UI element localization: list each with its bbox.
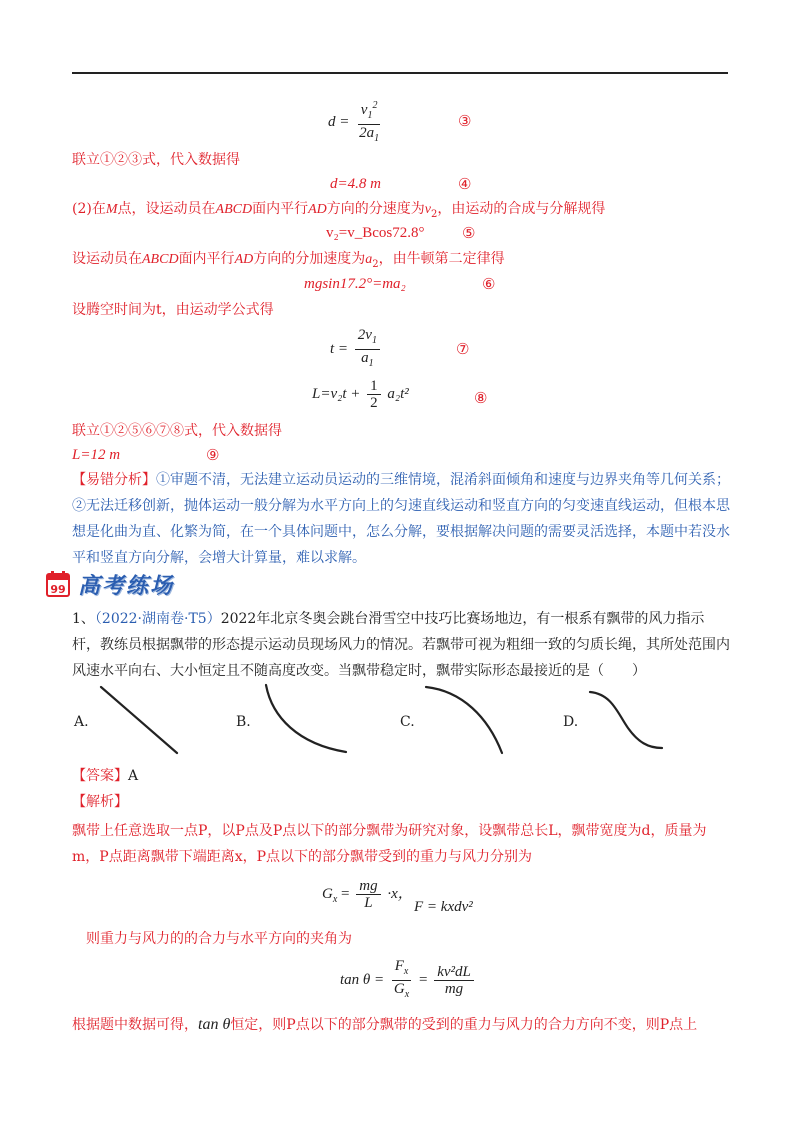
eq-d-den-sub: 1 <box>374 133 380 144</box>
calendar-icon <box>46 570 70 598</box>
eq-L-frac-den: 2 <box>370 395 378 411</box>
answer-label: 【答案】 <box>72 768 128 784</box>
eq-tan-fraction-1 <box>391 958 412 1003</box>
a2-line <box>72 249 505 275</box>
error-analysis-label: 【易错分析】 <box>72 472 156 488</box>
eq-G-lhs: G <box>322 885 333 902</box>
part2-v2-sub: 2 <box>430 208 438 220</box>
q1-number: 1、 <box>72 611 95 627</box>
eq-t-lhs: t = <box>330 340 349 357</box>
eq-L-lhs: L=v₂t + <box>312 385 361 402</box>
join-line-1: 联立①②③式，代入数据得 <box>72 152 240 168</box>
q1-source[interactable]: （2022·湖南卷·T5） <box>94 611 221 627</box>
final-line <box>72 1015 697 1035</box>
banner-title: 高考练场 <box>78 572 175 599</box>
eq-tan-num1: F <box>394 958 404 974</box>
equation-G <box>322 878 413 911</box>
equation-t <box>330 327 383 372</box>
part2-mid1: 点，设运动员在 <box>117 201 216 217</box>
eq-tan-lhs: tan θ = <box>340 971 385 988</box>
eq-t-den: a <box>361 350 369 366</box>
eq-mg-mark: ⑥ <box>482 275 496 293</box>
eq-t-mark: ⑦ <box>456 340 470 358</box>
eq-v2-mark: ⑤ <box>462 224 476 242</box>
eq-tan-num1-sub: x <box>403 966 409 977</box>
q1-text: 2022年北京冬奥会跳台滑雪空中技巧比赛场地边，有一根系有飘带的风力指示杆，教练员根据飘带的形态提示运动员现场风力的情况。若飘带可视为粗细一致的匀质长绳，其所处范围内风速水平向右、大小恒定且不随高度改变。当飘带稳定时，飘带实际形态最接近的是（ ） <box>72 611 730 679</box>
part2-ABCD: ABCD <box>215 202 253 217</box>
eq-t-num-sub: 1 <box>371 335 377 346</box>
practice-banner <box>46 566 174 602</box>
final-line-suffix: 恒定，则P点以下的部分飘带的受到的重力与风力的合力方向不变，则P点上 <box>230 1017 698 1033</box>
part2-line <box>72 199 605 225</box>
option-b-curve <box>258 682 353 757</box>
angle-line: 则重力与风力的的合力与水平方向的夹角为 <box>86 931 352 947</box>
part2-AD: AD <box>308 202 327 217</box>
option-d-label[interactable]: D. <box>563 714 579 730</box>
option-a-curve <box>95 683 185 758</box>
t-line: 设腾空时间为t，由运动学公式得 <box>72 302 274 318</box>
final-line-tan: tan θ <box>198 1016 231 1033</box>
part2-suffix: ，由运动的合成与分解规得 <box>437 201 606 217</box>
eq-L-mark: ⑧ <box>474 389 488 407</box>
equation-L <box>312 378 409 411</box>
join-line-2: 联立①②⑤⑥⑦⑧式，代入数据得 <box>72 423 282 439</box>
a2-AD: AD <box>234 252 254 267</box>
header-rule <box>72 72 728 74</box>
L-value-mark: ⑨ <box>206 446 220 464</box>
d-value-mark: ④ <box>458 175 472 193</box>
a2-suffix: ，由牛顿第二定律得 <box>378 251 505 267</box>
eq-tan-den1-sub: x <box>404 989 410 1000</box>
eq-G-num: mg <box>356 878 380 895</box>
part2-mid2: 面内平行 <box>252 201 309 217</box>
option-d-curve <box>584 686 669 756</box>
eq-G-fraction <box>356 878 380 911</box>
part2-mid3: 方向的分速度为 <box>326 201 425 217</box>
eq-d-num: v <box>360 102 368 118</box>
part2-M: M <box>105 202 118 217</box>
equation-tan <box>340 958 477 1003</box>
error-analysis <box>72 467 732 571</box>
eq-d-den: 2a <box>359 125 375 141</box>
a2-mid1: 面内平行 <box>178 251 235 267</box>
d-value: d=4.8 m <box>330 176 381 192</box>
a2-mid2: 方向的分加速度为 <box>253 251 366 267</box>
eq-d-fraction <box>356 98 382 147</box>
eq-t-num: 2v <box>357 327 372 343</box>
eq-v2: v₂=v_Bcos72.8° <box>326 225 425 241</box>
eq-G-den: L <box>364 895 373 911</box>
eq-d-num-sub: 1 <box>367 110 373 121</box>
eq-d-mark: ③ <box>458 112 472 130</box>
eq-G-lhs-sub: x <box>332 893 338 905</box>
final-line-prefix: 根据题中数据可得， <box>72 1017 198 1033</box>
calendar-icon-number: 99 <box>50 583 66 596</box>
eq-tan-den1: G <box>393 981 405 997</box>
L-value: L=12 m <box>72 447 121 463</box>
eq-L-frac-num: 1 <box>367 378 381 395</box>
option-b-label[interactable]: B. <box>236 714 251 730</box>
eq-d-lhs: d = <box>328 113 350 130</box>
analysis-paragraph-1: 飘带上任意选取一点P，以P点及P点以下的部分飘带为研究对象，设飘带总长L，飘带宽度为d，质量为m，P点距离飘带下端距离x，P点以下的部分飘带受到的重力与风力分别为 <box>72 823 707 865</box>
answer-line <box>72 766 138 786</box>
eq-tan-num2: kv²dL <box>434 964 474 981</box>
eq-L-fraction <box>367 378 381 411</box>
answer-value: A <box>128 768 139 784</box>
eq-G-equals: = <box>337 885 354 902</box>
eq-tan-equals: = <box>418 971 428 988</box>
option-a-label[interactable]: A. <box>74 714 89 730</box>
a2-prefix: 设运动员在 <box>72 251 142 267</box>
error-analysis-text: ①审题不清，无法建立运动员运动的三维情境，混淆斜面倾角和速度与边界夹角等几何关系；②无法迁移创新，抛体运动一般分解为水平方向上的匀速直线运动和竖直方向的匀变速直线运动，但根本思想是化曲为直、化繁为简，在一个具体问题中，怎么分解，要根据解决问题的需要灵活选择，本题中若没水平和竖直方向分解，会增大计算量，难以求解。 <box>72 472 730 566</box>
question-1 <box>72 606 732 684</box>
a2-ABCD: ABCD <box>142 252 179 267</box>
eq-tan-den2: mg <box>444 981 464 997</box>
eq-G-tail: ·x， <box>387 885 413 902</box>
eq-mg: mgsin17.2°=ma₂ <box>304 276 406 292</box>
eq-t-den-sub: 1 <box>368 358 374 369</box>
a2-symbol: a <box>365 252 373 267</box>
equation-d <box>328 98 385 147</box>
option-c-curve <box>420 683 510 758</box>
eq-tan-fraction-2 <box>434 964 474 997</box>
equation-F: F = kxdv² <box>414 899 473 915</box>
analysis-label: 【解析】 <box>72 794 128 810</box>
a2-symbol-sub: 2 <box>372 258 379 270</box>
eq-L-rhs: a₂t² <box>387 385 409 402</box>
eq-d-num-sup: 2 <box>372 100 378 111</box>
part2-v2: v <box>424 202 431 217</box>
option-c-label[interactable]: C. <box>400 714 415 730</box>
part2-prefix: (2)在 <box>72 201 106 217</box>
eq-t-fraction <box>355 327 380 372</box>
